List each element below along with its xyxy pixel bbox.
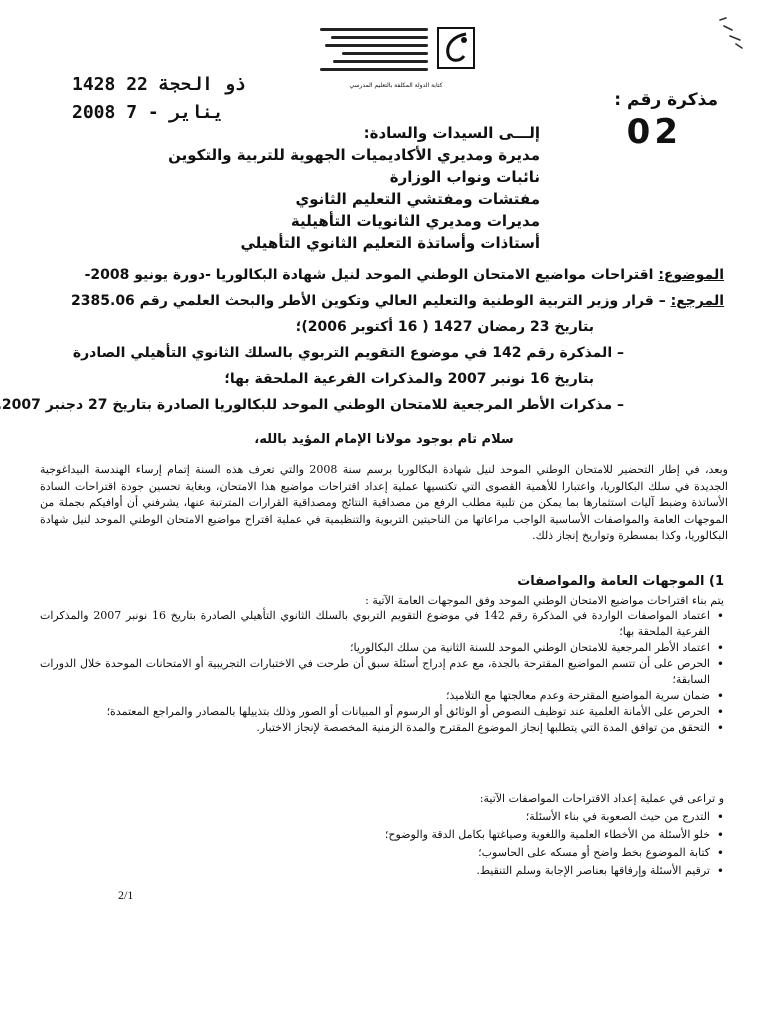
addressee-line: مديرات ومديري الثانويات التأهيلية (290, 212, 540, 230)
specs-intro: و تراعى في عملية إعداد الاقتراحات المواصفات الآتية: (479, 792, 724, 805)
specs-list (300, 808, 724, 880)
ministry-logo (316, 22, 476, 98)
list-item: • كتابة الموضوع بخط واضح أو مسكه على الحاسوب؛ (300, 844, 724, 862)
gregorian-date: 2008 يناير - 7 (72, 102, 224, 123)
memo-number: 02 (626, 112, 682, 152)
section-title: 1) الموجهات العامة والمواصفات (517, 574, 724, 589)
list-item: • اعتماد المواصفات الواردة في المذكرة رقم 142 في موضوع التقويم التربوي بالسلك الثانوي التأهيلي الصادرة بتاريخ 16 نونبر 2007 والمذكرات الفرعية الملحقة بها؛ (40, 608, 724, 640)
ministry-emblem-icon (436, 26, 476, 70)
subject-text: اقتراحات مواضيع الامتحان الوطني الموحد لنيل شهادة البكالوريا -دورة يونيو 2008- (84, 267, 659, 283)
list-item: • ضمان سرية المواضيع المقترحة وعدم معالجتها مع التلاميذ؛ (40, 688, 724, 704)
addressee-line: أستاذات وأساتذة التعليم الثانوي التأهيلي (240, 234, 540, 252)
subject-line (40, 262, 724, 288)
list-item: • الحرص على أن تتسم المواضيع المقترحة بالجدة، مع عدم إدراج أسئلة سبق أن طرحت في الاختبارات التجريبية أو الامتحانات الموحدة خلال الدورات السابقة؛ (40, 656, 724, 688)
addressee-line: نائبات ونواب الوزارة (389, 168, 540, 186)
list-item: • التدرج من حيث الصعوبة في بناء الأسئلة؛ (300, 808, 724, 826)
addressee-line: مفتشات ومفتشي التعليم الثانوي (295, 190, 540, 208)
list-item: • الحرص على الأمانة العلمية عند توظيف النصوص أو الوثائق أو الرسوم أو المبيانات أو الصور وذلك بتذييلها بالمصادر والمراجع المعتمدة؛ (40, 704, 724, 720)
reference-label: المرجع: (670, 293, 724, 309)
reference-line: – مذكرات الأطر المرجعية للامتحان الوطني الموحد للبكالوريا الصادرة بتاريخ 27 دجنبر 2007 (1, 397, 624, 413)
logo-subtitle: كتابة الدولة المكلفة بالتعليم المدرسي (349, 82, 443, 89)
addressee-list (20, 122, 540, 254)
list-item: • اعتماد الأطر المرجعية للامتحان الوطني الموحد للسنة الثانية من سلك البكالوريا؛ (40, 640, 724, 656)
page-number: 2/1 (118, 888, 134, 902)
ministry-name-lines (320, 28, 428, 76)
list-item: • ترقيم الأسئلة وإرفاقها بعناصر الإجابة وسلم التنقيط. (300, 862, 724, 880)
reference-line: بتاريخ 23 رمضان 1427 ( 16 أكتوبر 2006)؛ (295, 319, 594, 335)
section-intro: يتم بناء اقتراحات مواضيع الامتحان الوطني الموحد وفق الموجهات العامة الآتية : (365, 594, 724, 607)
corner-scribble-icon (716, 14, 746, 54)
guidelines-list (40, 608, 724, 736)
greeting: سلام تام بوجود مولانا الإمام المؤيد بالله، (254, 432, 514, 447)
list-item: • خلو الأسئلة من الأخطاء العلمية واللغوية وصياغتها بكامل الدقة والوضوح؛ (300, 826, 724, 844)
subject-label: الموضوع: (658, 267, 724, 283)
subject-references (1, 262, 724, 418)
addressee-line: مديرة ومديري الأكاديميات الجهوية للتربية والتكوين (168, 146, 540, 164)
hijri-date: 1428 ذو الحجة 22 (72, 74, 246, 95)
reference-text: – قرار وزير التربية الوطنية والتعليم العالي وتكوين الأطر والبحث العلمي رقم 2385.06 (71, 293, 671, 309)
reference-line: – المذكرة رقم 142 في موضوع التقويم التربوي بالسلك الثانوي التأهيلي الصادرة (72, 345, 624, 361)
addressee-line: إلـــى السيدات والسادة: (363, 124, 540, 142)
reference-line: بتاريخ 16 نونبر 2007 والمذكرات الفرعية الملحقة بها؛ (224, 371, 594, 387)
memo-label: مذكرة رقم : (614, 90, 718, 110)
list-item: • التحقق من توافق المدة التي يتطلبها إنجاز الموضوع المقترح والمدة الزمنية المخصصة لإنجاز الاختبار. (40, 720, 724, 736)
reference-line (40, 288, 724, 314)
intro-paragraph: وبعد، في إطار التحضير للامتحان الوطني الموحد لنيل شهادة البكالوريا برسم سنة 2008 والتي تعرف هذه السنة إتمام إرساء الهندسة البيداغوجية الجديدة في سلك البكالوريا، واعتبارا للأهمية القصوى التي تكتسيها عملية إعداد اقتراحات مواضيع هذا الامتحان، وبغاية تحسين جودة اقتراحات السادة الأساتذة وضبط آليات استثمارها بما يمكن من تلبية مطلب الرفع من مصداقية النتائج ومصداقية القرارات المترتبة عنها، يشرفني أن أوافيكم بجملة من الموجهات العامة والمواصفات الأساسية الواجب مراعاتها من الناحيتين التربوية والتنظيمية في عملية اقتراح مواضيع الامتحان الوطني الموحد لنيل شهادة البكالوريا، وكذا بمسطرة وتواريخ إنجاز ذلك. (40, 463, 728, 542)
